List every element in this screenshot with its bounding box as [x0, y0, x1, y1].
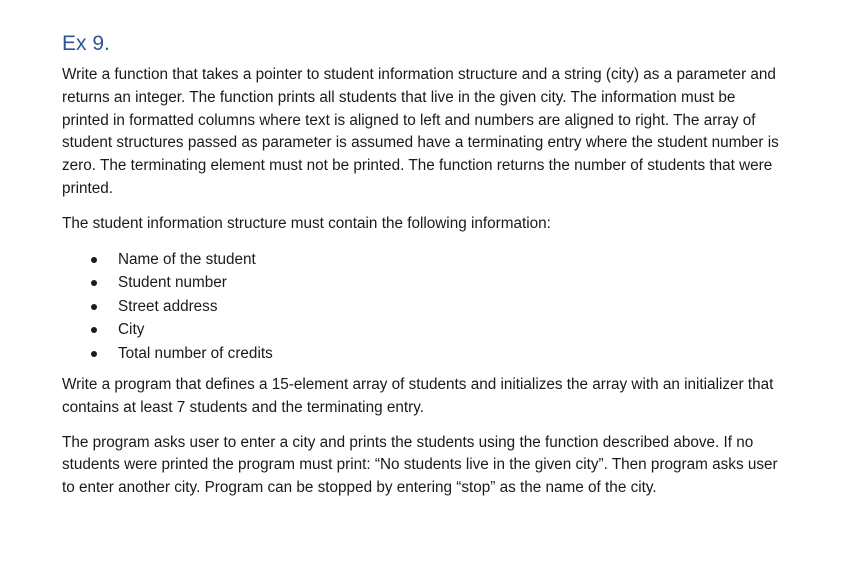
list-item-text: Student number — [118, 274, 227, 292]
document-page — [62, 30, 782, 512]
list-item-text: Street address — [118, 297, 218, 315]
bullet-icon — [91, 280, 97, 286]
paragraph-structure-intro: The student information structure must contain the following information: — [62, 214, 551, 232]
bullet-icon — [91, 351, 97, 357]
list-item — [62, 318, 782, 342]
list-item — [62, 248, 782, 272]
list-item-text: City — [118, 321, 145, 339]
list-item — [62, 295, 782, 319]
list-item — [62, 342, 782, 366]
bullet-icon — [91, 327, 97, 333]
structure-fields-list — [62, 248, 782, 366]
list-item — [62, 271, 782, 295]
list-item-text: Name of the student — [118, 250, 256, 268]
bullet-icon — [91, 304, 97, 310]
paragraph-function-description: Write a function that takes a pointer to student information structure and a string (city) as a parameter and returns an integer. The function prints all students that live in the given city. The information must be printed in formatted columns where text is aligned to left and numbers are aligned to right. The array of student structures passed as parameter is assumed have a terminating entry where the student number is zero. The terminating element must not be printed. The function returns the number of students that were printed. — [62, 66, 779, 197]
list-item-text: Total number of credits — [118, 344, 273, 362]
paragraph-program-definition: Write a program that defines a 15-element array of students and initializes the array with an initializer that contains at least 7 students and the terminating entry. — [62, 376, 774, 416]
paragraph-program-behavior: The program asks user to enter a city and prints the students using the function described above. If no students were printed the program must print: “No students live in the given city”. Then program asks user to enter another city. Program can be stopped by entering “stop” as the name of the city. — [62, 433, 778, 497]
exercise-title: Ex 9. — [62, 32, 110, 55]
bullet-icon — [91, 257, 97, 263]
